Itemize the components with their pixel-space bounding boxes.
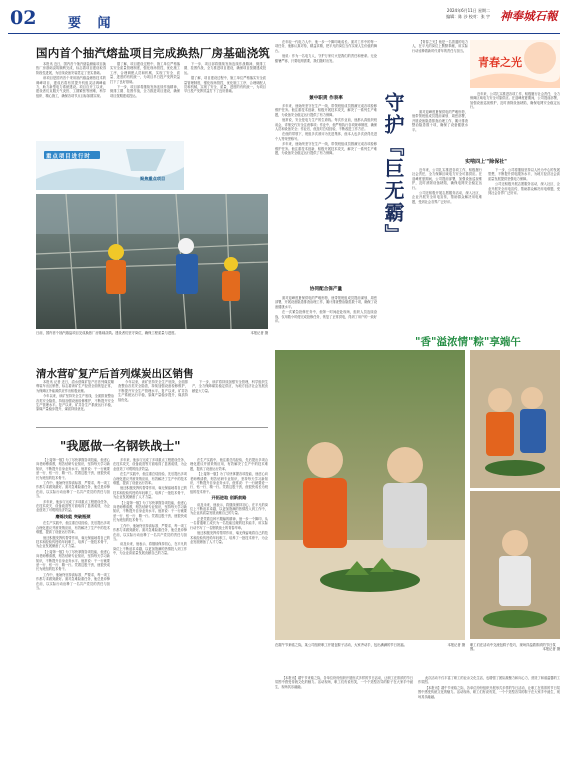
right-subhead: 实啃四上'"除保社" — [465, 159, 507, 165]
lead-body-2b: 据了解，项目建设过程中，施工单位严格落实安全质量管理制度，强化现场管控，优化施工工序，合理调配人员和机械，实现了安全、质量、进度的有机统一，为项目早日投产发挥效益打下了良好基础。 — [184, 76, 266, 94]
side-body-1 — [275, 104, 377, 282]
coal-text-col2 — [118, 380, 188, 424]
profile-body-1b-rep: 工作中，他始终坚持高标准、严要求，每一项工作都力求做到最好。面对急难险重任务，他总是冲锋在前，以实际行动诠释了一名共产党员的责任与担当。 — [36, 572, 110, 590]
banner-art — [36, 141, 184, 190]
dragon-caption-2 — [470, 643, 560, 671]
side-feature-intro: 【青春之光】他是一名普通的电力人，在平凡的岗位上默默奉献，用实际行动诠释着新时代青年的责任与担当。 — [412, 40, 468, 53]
profile-col3 — [190, 458, 268, 730]
profile-col2 — [113, 458, 187, 730]
lead-body-3: 下一步，项目部将继续发扬连续作战精神，倒排工期、挂图作战，全力推进项目建设，确保项目按期建成投运。 — [110, 85, 180, 98]
dragon-caption-1-credit: 本报记者 摄 — [447, 643, 465, 647]
profile-body-3a: 谈及未来，他表示，将继续保持初心，在平凡的岗位上不断追求卓越，以更加饱满的热情投入到工作中，为企业高质量发展贡献自己的力量。 — [190, 502, 268, 516]
profile-body-3b: 正是凭着这种不服输的精神，他一步一个脚印，从一名普通职工成长为一名技能过硬的技术能手，用实际行动书写了一名钢铁战士的青春华章。 — [190, 516, 268, 530]
side-intro-1: 在年轻一代电力人中，他一步一个脚印地成长。面对工作中的每一项任务，他都认真对待，精益求精，把平凡的岗位当作实现人生价值的舞台。 — [275, 40, 377, 53]
dragon-body-col1 — [275, 676, 413, 730]
dragon-photo-2 — [470, 350, 560, 488]
divider-1 — [36, 427, 268, 428]
dragon-photo-1-art — [275, 350, 465, 640]
profile-subhead-2: 开拓进取 创新前路 — [211, 495, 247, 501]
dragon-caption-2-credit: 本报记者 摄 — [542, 647, 560, 652]
profile-body-1a-rep: 【上接第一版】为了尽快掌握各项技能，他虚心向老师傅请教，刻苦钻研专业知识，坚持每天学习新知识，不断提升自身业务水平。他常说：干一行就要爱一行、钻一行、精一行。凭着这股干劲，他很快成长为班组的技术骨干。 — [36, 549, 110, 572]
profile-body-2b-c: 他还积极发挥传帮带作用，毫无保留地将自己的技术和经验传授给年轻职工，培养了一批技术骨干，为企业发展储备了人才力量。 — [190, 531, 268, 544]
lead-banner — [36, 141, 184, 190]
profile-body-1c: 多年来，他参与完成了多项重点工程建设任务，在技术攻关、设备改造等方面取得了显著成绩，为企业创造了可观的经济效益。 — [36, 499, 110, 513]
dragon-body-col2 — [418, 676, 560, 730]
feature-badge-text: 青春之光 — [478, 56, 522, 69]
lead-text-col2 — [110, 62, 180, 141]
coal-body-1: 本报讯 记者 近日，清水营煤矿复产后首列煤炭顺利装车出区销售，标志着该矿生产经营全面恢复正常，为保障区外能源供应作出积极贡献。 — [36, 380, 114, 393]
lead-body-1: 该项目是国内首个采用抽汽熔盐储热技术的调峰项目，建成后将有效提升机组灵活调峰能力，助力新型电力系统建设。项目自开工以来，建设者们克服天气炎热、工期紧张等困难，科学组织、精心施工，确保各项节点目标如期实现。 — [36, 76, 106, 98]
dragon-caption-1-text: 在端午节来临之际，某公司组织职工开展包粽子活动，大家齐动手，包出满满的节日祝福。 — [275, 643, 407, 647]
right-body-3: 下一步，公司将继续坚持以人民为中心的发展思想，不断提升供电服务水平，为地方经济社会高质量发展提供坚强电力保障。 — [488, 168, 560, 181]
dragon-caption-1 — [275, 643, 465, 671]
coal-headline: 清水营矿复产后首列煤炭出区销售 — [36, 368, 194, 380]
side-body-1a-rep: 多年来，他始终坚守在生产一线，带领班组成员圆满完成各项检修维护任务。他注重技术创新，积极开展技术攻关，解决了一系列生产难题，为设备安全稳定运行提供了有力保障。 — [275, 142, 377, 156]
profile-body-1b: 工作中，他始终坚持高标准、严要求，每一项工作都力求做到最好。面对急难险重任务，他总是冲锋在前，以实际行动诠释了一名共产党员的责任与担当。 — [36, 481, 110, 499]
right-body-2: 公司还积极开展志愿服务活动，深入社区、企业开展安全用电宣传，帮助群众解决用电难题，受到社会各界广泛好评。 — [412, 191, 482, 204]
right-body-1: 近年来，公司扎实推进各项工作，积极履行社会责任，全力保障区域电力安全可靠供应。在迎峰度夏期间，公司提前部署，加强设备巡视维护，及时消除设备缺陷，确保电网安全稳定运行。 — [412, 168, 482, 190]
dragon-caption-2-text: 职工们在活动中交流包粽子技巧，现场洋溢着浓浓的节日氛围。 — [470, 643, 556, 652]
date-line: 2024年6月11日 星期二 — [446, 8, 490, 13]
profile-body-2a-c: 在生产实践中，他注重总结经验，先后提出多项合理化建议并被采纳应用，有效解决了生产中的技术难题，提高了设备运行效率。 — [190, 458, 268, 471]
profile-body-1b-b: 工作中，他始终坚持高标准、严要求，每一项工作都力求做到最好。面对急难险重任务，他总是冲锋在前，以实际行动诠释了一名共产党员的责任与担当。 — [113, 523, 187, 541]
profile-body-1a-c: 【上接第一版】为了尽快掌握各项技能，他虚心向老师傅请教，刻苦钻研专业知识，坚持每天学习新知识，不断提升自身业务水平。他常说：干一行就要爱一行、钻一行、精一行。凭着这股干劲，他很快成长为班组的技术骨干。 — [190, 472, 268, 494]
lead-caption-credit: 本报记者 摄 — [250, 331, 268, 335]
profile-body-1a-b: 【上接第一版】为了尽快掌握各项技能，他虚心向老师傅请教，刻苦钻研专业知识，坚持每天学习新知识，不断提升自身业务水平。他常说：干一行就要爱一行、钻一行、精一行。凭着这股干劲，他很快成长为班组的技术骨干。 — [113, 500, 187, 523]
right-col-a — [412, 168, 482, 328]
side-vertical-title: 守护『巨无霸』 — [381, 92, 405, 246]
editor-line: 编辑：陈 沙 校对：张 宇 — [446, 14, 490, 19]
side-narrow-col — [412, 40, 468, 108]
dragon-photo-3 — [470, 491, 560, 639]
date-block — [400, 8, 490, 20]
side-body-2a: 面对迎峰度夏保供电的严峻形势，他带领班组成员提前谋划、周密部署，开展设备隐患排查治理工作，累计排查整治隐患数十项，确保了设备健康水平。 — [275, 296, 377, 309]
feature-badge — [470, 40, 560, 88]
right-body-1-rep: 近年来，公司扎实推进各项工作，积极履行社会责任，全力保障区域电力安全可靠供应。在迎峰度夏期间，公司提前部署，加强设备巡视维护，及时消除设备缺陷，确保电网安全稳定运行。 — [470, 92, 560, 110]
lead-photo — [36, 194, 268, 329]
coal-body-2b: 今年以来，该矿坚持安全生产底线，全面排查整治各类安全隐患，持续加强设备检修维护，不断提升安全生产管理水平。复产以来，矿井各生产系统运行平稳，原煤产量稳步提升，煤质持续优化。 — [118, 380, 188, 402]
lead-body-3b: 下一步，项目部将继续发扬连续作战精神，倒排工期、挂图作战，全力推进项目建设，确保项目按期建成投运。 — [184, 62, 266, 75]
profile-body-3a-b: 谈及未来，他表示，将继续保持初心，在平凡的岗位上不断追求卓越，以更加饱满的热情投入到工作中，为企业高质量发展贡献自己的力量。 — [113, 542, 187, 556]
coal-text-col1 — [36, 380, 114, 424]
newspaper-logo: 神奉城石報 — [500, 9, 558, 23]
profile-body-1a: 【上接第一版】为了尽快掌握各项技能，他虚心向老师傅请教，刻苦钻研专业知识，坚持每天学习新知识，不断提升自身业务水平。他常说：干一行就要爱一行、钻一行、精一行。凭着这股干劲，他很快成长为班组的技术骨干。 — [36, 458, 110, 480]
profile-body-2b-b: 他还积极发挥传帮带作用，毫无保留地将自己的技术和经验传授给年轻职工，培养了一批技术骨干，为企业发展储备了人才力量。 — [113, 486, 187, 500]
right-col-upper — [470, 92, 560, 154]
lead-para: 本报讯 近日，国内首个抽汽熔盐储能项目换热厂房基础浇筑顺利完成，标志着项目建设取得阶段性进展，为后续设备安装奠定了坚实基础。 — [36, 62, 106, 75]
side-subhead-1: 兼中职责 作表率 — [309, 96, 343, 101]
lead-photo-art — [36, 194, 268, 329]
right-col-b — [488, 168, 560, 328]
side-body-2 — [275, 296, 377, 348]
dragon-photo-1 — [275, 350, 465, 640]
profile-col1 — [36, 458, 110, 730]
profile-body-2a: 在生产实践中，他注重总结经验，先后提出多项合理化建议并被采纳应用，有效解决了生产中的技术难题，提高了设备运行效率。 — [36, 521, 110, 535]
profile-body-2b: 他还积极发挥传帮带作用，毫无保留地将自己的技术和经验传授给年轻职工，培养了一批技术骨干，为企业发展储备了人才力量。 — [36, 535, 110, 549]
profile-body-2a-b: 在生产实践中，他注重总结经验，先后提出多项合理化建议并被采纳应用，有效解决了生产中的技术难题，提高了设备运行效率。 — [113, 472, 187, 486]
dragon-body-2: 此次活动不仅丰富了职工的业余文化生活，也增强了团队凝聚力和向心力，营造了和谐温馨的工作氛围。 — [418, 676, 560, 685]
dragon-body-1b: 【本报讯】端午节来临之际，各单位纷纷组织开展形式多样的节日活动，让职工在浓浓的节日氛围中感受传统文化的魅力。活动现场，职工们有说有笑，一个个造型各异的粽子在大家手中诞生，现场其乐融融。 — [418, 685, 560, 699]
side-body-2a-b: 面对迎峰度夏保供电的严峻形势，他带领班组成员提前谋划、周密部署，开展设备隐患排查治理工作，累计排查整治隐患数十项，确保了设备健康水平。 — [412, 110, 468, 132]
coal-body-2: 今年以来，该矿坚持安全生产底线，全面排查整治各类安全隐患，持续加强设备检修维护，不断提升安全生产管理水平。复产以来，矿井各生产系统运行平稳，原煤产量稳步提升，煤质持续优化。 — [36, 394, 114, 412]
banner-text: 重点项目进行时 — [46, 154, 91, 160]
coal-body-3: 下一步，该矿将持续加强安全管理，科学组织生产，全力保障煤炭稳定供应，为地方经济社会发展贡献更大力量。 — [192, 380, 268, 393]
right-body-2b: 公司还积极开展志愿服务活动，深入社区、企业开展安全用电宣传，帮助群众解决用电难题，受到社会各界广泛好评。 — [488, 182, 560, 196]
masthead-rule — [8, 33, 560, 34]
side-body-1b: 他常说，安全是电力生产的生命线。每次作业前，他都认真组织班前会，详细交代安全注意事项；作业中，他严格执行各项规章制度，确保人员和设备安全；作业后，他及时总结经验，不断改进工作方法。 — [275, 118, 377, 132]
side-intro-2: 他说：作为一名电力人，守护万家灯火是我们的责任和使命。无论酷暑严寒，只要电网需要，我们随时出发。 — [275, 54, 377, 63]
coal-text-col3 — [192, 380, 268, 424]
lead-caption-text: 日前，国内首个抽汽熔盐项目完成换热厂房基础浇筑。建设者们坚守岗位，确保工程质量与进度。 — [36, 331, 178, 335]
side-intro — [275, 40, 377, 92]
side-subhead-2: 协同配合保产量 — [309, 287, 343, 292]
lead-body-2: 据了解，项目建设过程中，施工单位严格落实安全质量管理制度，强化现场管控，优化施工工序，合理调配人员和机械，实现了安全、质量、进度的有机统一，为项目早日投产发挥效益打下了良好基础。 — [110, 62, 180, 84]
banner-badge: 聚焦重点项目 — [140, 176, 166, 181]
lead-headline: 国内首个抽汽熔盐项目完成换热厂房基础浇筑 — [36, 46, 270, 60]
profile-subhead-1: 磨炼技能 突破瓶颈 — [55, 513, 91, 519]
lead-photo-caption — [36, 331, 268, 344]
dragon-photo-2-art — [470, 350, 560, 488]
lead-text-col3 — [184, 62, 266, 190]
dragon-headline: "香"溢浓情"粽"享端午 — [415, 336, 521, 348]
side-body-2b: 在一次紧急抢修任务中，他第一时间赶赴现场，组织人员连续奋战，仅用数小时便完成抢修任务，恢复了正常供电，得到了用户的一致好评。 — [275, 310, 377, 324]
side-body-1a: 多年来，他始终坚守在生产一线，带领班组成员圆满完成各项检修维护任务。他注重技术创新，积极开展技术攻关，解决了一系列生产难题，为设备安全稳定运行提供了有力保障。 — [275, 104, 377, 117]
profile-headline: "我愿做一名钢铁战士" — [60, 439, 181, 453]
page-number: 02 — [10, 7, 37, 29]
section-title: 要 闻 — [68, 16, 117, 31]
dragon-photo-3-art — [470, 491, 560, 639]
profile-body-1c-b: 多年来，他参与完成了多项重点工程建设任务，在技术攻关、设备改造等方面取得了显著成绩，为企业创造了可观的经济效益。 — [113, 458, 187, 471]
dragon-body-1: 【本报讯】端午节来临之际，各单位纷纷组织开展形式多样的节日活动，让职工在浓浓的节日氛围中感受传统文化的魅力。活动现场，职工们有说有笑，一个个造型各异的粽子在大家手中诞生，现场其乐融融。 — [275, 676, 413, 689]
side-body-1c: 在他的带领下，班组多次被评为先进集体，他本人也多次获得先进个人等荣誉称号。 — [275, 132, 377, 141]
side-narrow-col-2 — [412, 110, 468, 154]
lead-text-col1 — [36, 62, 106, 141]
